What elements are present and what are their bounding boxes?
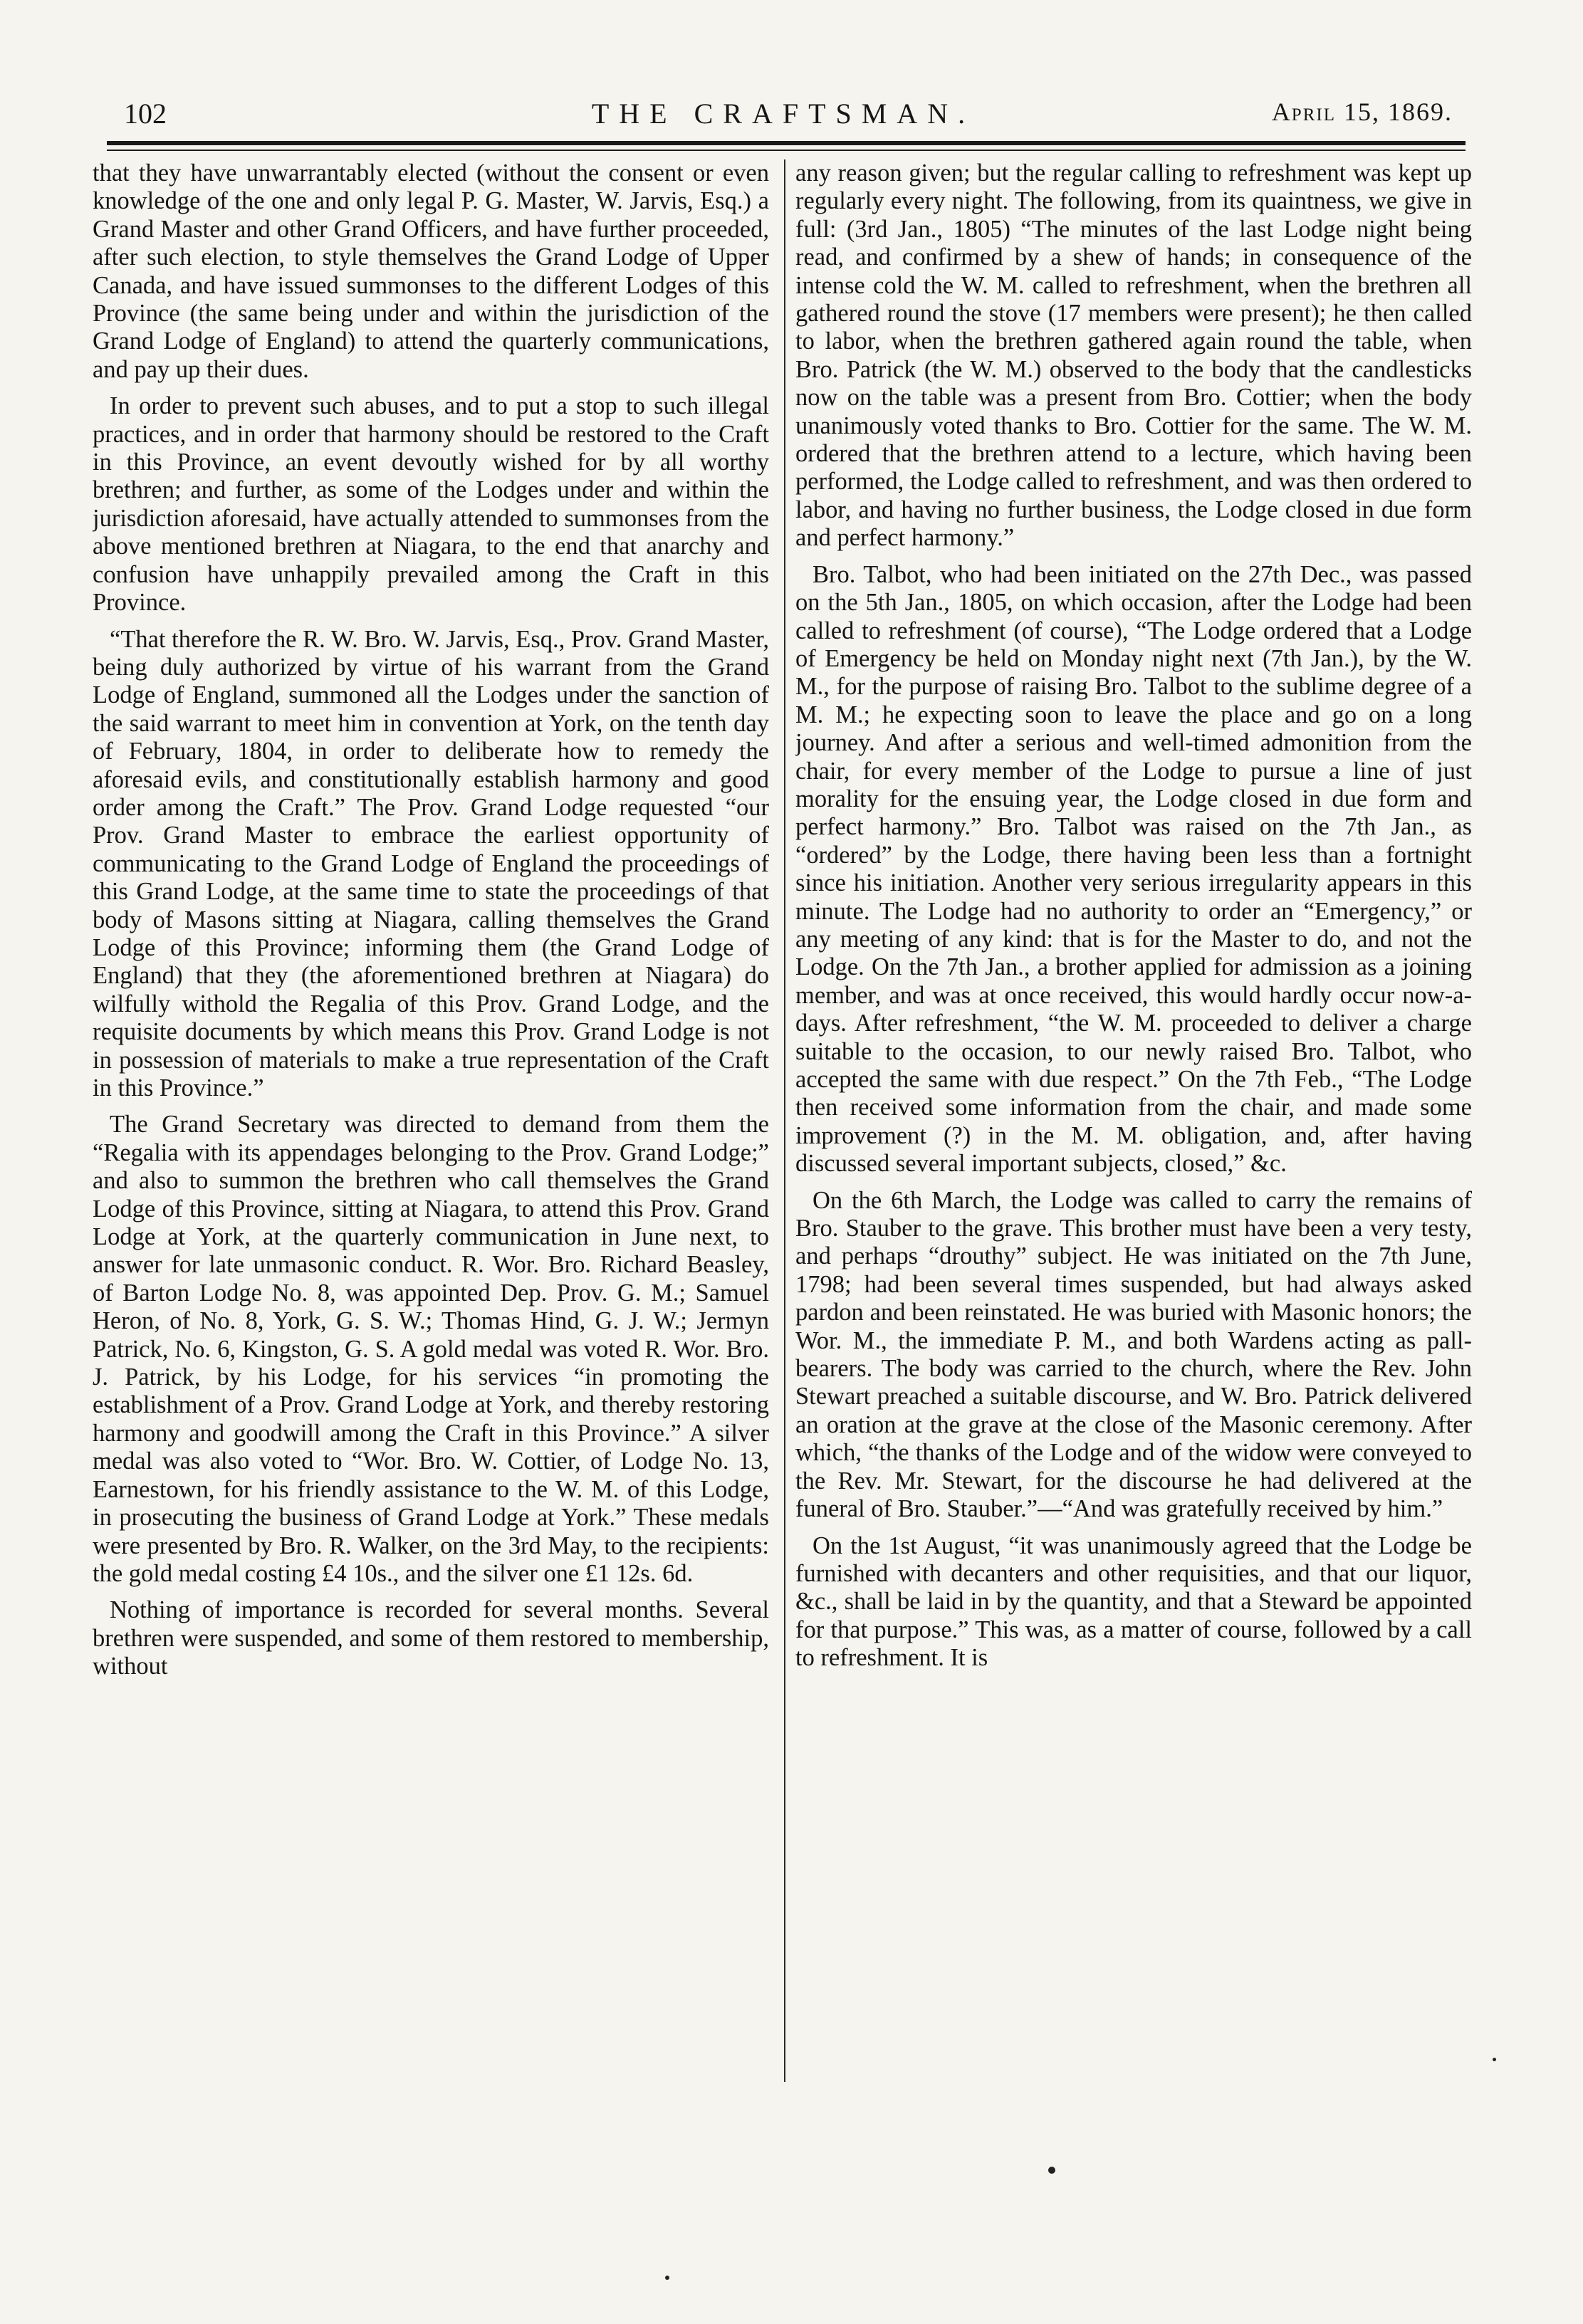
page-header <box>107 94 1460 138</box>
running-head: THE CRAFTSMAN. <box>591 98 976 130</box>
paragraph: Nothing of importance is recorded for several months. Several brethren were suspended, and some of them restored to membership, without <box>93 1596 769 1680</box>
left-column <box>93 159 769 2078</box>
column-divider <box>784 159 785 2082</box>
right-column <box>795 159 1472 2078</box>
ink-speck <box>1048 2167 1055 2174</box>
ink-speck <box>665 2276 669 2280</box>
paragraph: “That therefore the R. W. Bro. W. Jarvis, Esq., Prov. Grand Master, being duly authorized by virtue of his warrant from the Grand Lodge of England, summoned all the Lodges under the sanction of the said warrant to meet him in convention at York, on the tenth day of February, 1804, in order to deliberate how to remedy the aforesaid evils, and constitutionally establish harmony and good order among the Craft.” The Prov. Grand Lodge requested “our Prov. Grand Master to embrace the earliest opportunity of communicating to the Grand Lodge of England the proceedings of this Grand Lodge, at the same time to state the proceedings of that body of Masons sitting at Niagara, calling themselves the Grand Lodge of this Province; informing them (the Grand Lodge of England) that they (the aforementioned brethren at Niagara) do wilfully withold the Regalia of this Prov. Grand Lodge, and the requisite documents by which means this Prov. Grand Lodge is not in possession of materials to make a true representation of the Craft in this Province.” <box>93 625 769 1101</box>
paragraph: On the 6th March, the Lodge was called to carry the remains of Bro. Stauber to the grave. This brother must have been a very testy, and perhaps “drouthy” subject. He was initiated on the 7th June, 1798; had been several times suspended, but had always asked pardon and been reinstated. He was buried with Masonic honors; the Wor. M., the immediate P. M., and both Wardens acting as pall-bearers. The body was carried to the church, where the Rev. John Stewart preached a suitable discourse, and W. Bro. Patrick delivered an oration at the grave at the close of the Masonic ceremony. After which, “the thanks of the Lodge and of the widow were conveyed to the Rev. Mr. Stewart, for the discourse he had delivered at the funeral of Bro. Stauber.”—“And was gratefully received by him.” <box>795 1186 1472 1523</box>
header-rule-thick <box>107 141 1466 145</box>
paragraph: any reason given; but the regular calling to refreshment was kept up regularly every night. The following, from its quaintness, we give in full: (3rd Jan., 1805) “The minutes of the last Lodge night being read, and confirmed by a shew of hands; in consequence of the intense cold the W. M. called to refreshment, when the brethren all gathered round the stove (17 members were present); he then called to labor, when the brethren gathered again round the table, when Bro. Patrick (the W. M.) observed to the body that the candlesticks now on the table was a present from Bro. Cottier; when the body unanimously voted thanks to Bro. Cottier for the same. The W. M. ordered that the brethren attend to a lecture, which having been performed, the Lodge called to refreshment, and was then ordered to labor, and having no further business, the Lodge closed in due form and perfect harmony.” <box>795 159 1472 552</box>
page-number: 102 <box>124 98 167 130</box>
header-rule-thin <box>107 150 1466 151</box>
paragraph: that they have unwarrantably elected (without the consent or even knowledge of the one and only legal P. G. Master, W. Jarvis, Esq.) a Grand Master and other Grand Officers, and have further proceeded, after such election, to style themselves the Grand Lodge of Upper Canada, and have issued summonses to the different Lodges of this Province (the same being under and within the jurisdiction of the Grand Lodge of England) to attend the quarterly communications, and pay up their dues. <box>93 159 769 383</box>
paragraph: On the 1st August, “it was unanimously agreed that the Lodge be furnished with decanters and other requisities, and that our liquor, &c., shall be laid in by the quantity, and that a Steward be appointed for that purpose.” This was, as a matter of course, followed by a call to refreshment. It is <box>795 1532 1472 1672</box>
paragraph: In order to prevent such abuses, and to put a stop to such illegal practices, and in order that harmony should be restored to the Craft in this Province, an event devoutly wished for by all worthy brethren; and further, as some of the Lodges under and within the jurisdiction aforesaid, have actually attended to summonses from the above mentioned brethren at Niagara, to the end that anarchy and confusion have unhappily prevailed among the Craft in this Province. <box>93 392 769 617</box>
ink-speck <box>1493 2058 1496 2061</box>
paragraph: Bro. Talbot, who had been initiated on the 27th Dec., was passed on the 5th Jan., 1805, on which occasion, after the Lodge had been called to refreshment (of course), “The Lodge ordered that a Lodge of Emergency be held on Monday night next (7th Jan.), by the W. M., for the purpose of raising Bro. Talbot to the sublime degree of a M. M.; he expecting soon to leave the place and go on a long journey. And after a serious and well-timed admonition from the chair, for every member of the Lodge to pursue a line of just morality for the ensuing year, the Lodge closed in due form and perfect harmony.” Bro. Talbot was raised on the 7th Jan., as “ordered” by the Lodge, there having been less than a fortnight since his initiation. Another very serious irregularity appears in this minute. The Lodge had no authority to order an “Emergency,” or any meeting of any kind: that is for the Master to do, and not the Lodge. On the 7th Jan., a brother applied for admission as a joining member, and was at once received, this would hardly occur now-a-days. After refreshment, “the W. M. proceeded to deliver a charge suitable to the occasion, to our newly raised Bro. Talbot, who accepted the same with due respect.” On the 7th Feb., “The Lodge then received some information from the chair, and made some improvement (?) in the M. M. obligation, and, after having discussed several important subjects, closed,” &c. <box>795 560 1472 1178</box>
issue-date: April 15, 1869. <box>1271 98 1453 126</box>
paragraph: The Grand Secretary was directed to demand from them the “Regalia with its appendages belonging to the Prov. Grand Lodge;” and also to summon the brethren who call themselves the Grand Lodge of this Province, sitting at Niagara, to attend this Prov. Grand Lodge at York, at the quarterly communication in June next, to answer for late unmasonic conduct. R. Wor. Bro. Richard Beasley, of Barton Lodge No. 8, was appointed Dep. Prov. G. M.; Samuel Heron, of No. 8, York, G. S. W.; Thomas Hind, G. J. W.; Jermyn Patrick, No. 6, Kingston, G. S. A gold medal was voted R. Wor. Bro. J. Patrick, by his Lodge, for his services “in promoting the establishment of a Prov. Grand Lodge at York, and thereby restoring harmony and goodwill among the Craft in this Province.” A silver medal was also voted to “Wor. Bro. W. Cottier, of Lodge No. 13, Earnestown, for his friendly assistance to the W. M. of this Lodge, in prosecuting the business of Grand Lodge at York.” These medals were presented by Bro. R. Walker, on the 3rd May, to the recipients: the gold medal costing £4 10s., and the silver one £1 12s. 6d. <box>93 1111 769 1587</box>
